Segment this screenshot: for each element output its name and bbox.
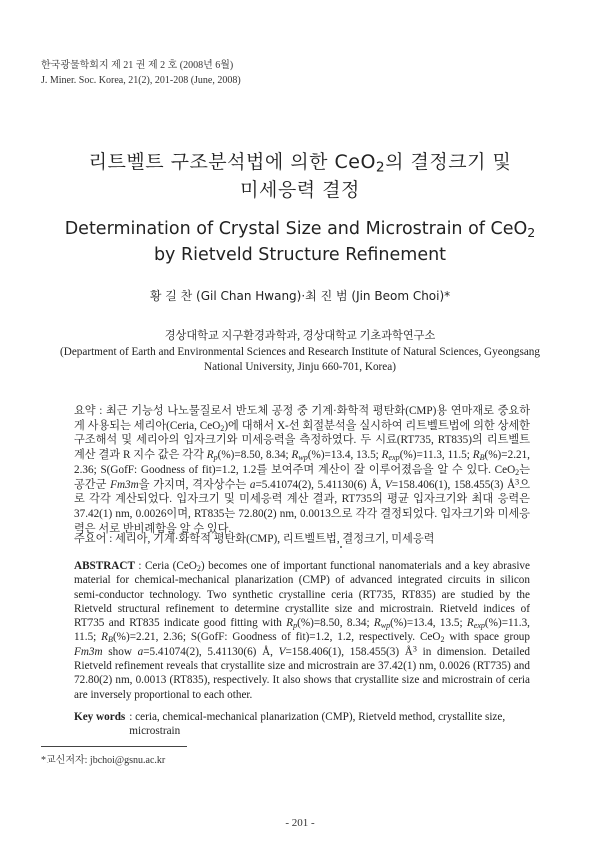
stray-mark [340,546,342,548]
korean-title-line2: 미세응력 결정 [240,179,360,201]
english-title-subscript: 2 [527,225,536,241]
running-head [41,58,241,88]
english-title [0,216,600,268]
english-abstract: ABSTRACT : Ceria (CeO$_2$) becomes one of important functional nanomaterials and a key abrasive material for chemical-mechanical planarization (CMP) of advanced integrated circuits in silicon semi-conductor technology. Two synthetic crystalline ceria (RT735, RT835) are studied by the Rietveld structural refinement to determine crystallite size and microstrain. Rietveld indices of RT735 and RT835 indicate good fitting with $R_p(\%)=8.50$, 8.34; $R_{wp}(\%)=13.4$, 13.5; $R_{exp}(\%)=11.3$, 11.5; $R_B(\%)=2.21$, 2.36; S(GofF: Goodness of fit)=1.2, 1.2, respectively. CeO$_2$ with space group Fm3m show a=5.41074(2), 5.41130(6) Å, V=158.406(1), 158.455(3) $Å^3$ in dimension. Detailed Rietveld refinement reveals that crystallite size and microstrain are 37.42(1) nm, 0.0026 (RT735) and 72.80(2) nm, 0.0013 (RT835), respectively. It also shows that crystallite size and microstrain of ceria are inversely proportional to each other. [74,560,530,701]
affiliation-english: (Department of Earth and Environmental Sciences and Research Institute of Natural Sciences, Gyeongsang National University, Jinju 660-701, Korea) [60,345,540,373]
korean-keywords: 주요어 : 세리아, 기계·화학적 평탄화(CMP), 리트벨트법, 결정크기, 미세응력 [74,533,435,545]
affiliation-korean: 경상대학교 지구환경과학과, 경상대학교 기초과학연구소 [164,330,436,342]
running-head-english: J. Miner. Soc. Korea, 21(2), 201-208 (June, 2008) [41,75,241,86]
keywords-values: : ceria, chemical-mechanical planarization (CMP), Rietveld method, crystallite size, microstrain [129,711,506,738]
korean-title-line1: 리트벨트 구조분석법에 의한 CeO [88,151,376,173]
running-head-korean: 한국광물학회지 제 21 권 제 2 호 (2008년 6월) [41,60,234,71]
english-title-line1: Determination of Crystal Size and Microstrain of CeO [64,219,528,239]
page-number: - 201 - [285,817,315,829]
footnote-divider [41,746,187,747]
korean-title-subscript: 2 [375,159,386,176]
authors: 황 길 찬 (Gil Chan Hwang)·최 진 범 (Jin Beom Choi)* [149,289,451,303]
keywords-label: Key words [74,711,126,723]
korean-title [0,148,600,204]
corresponding-author-footnote: *교신저자: jbchoi@gsnu.ac.kr [41,755,166,766]
english-title-line2: by Rietveld Structure Refinement [153,245,447,265]
korean-title-line1-end: 의 결정크기 및 [385,151,512,173]
affiliation [40,329,560,376]
english-keywords [74,710,530,739]
korean-abstract: 요약 : 최근 기능성 나노물질로서 반도체 공정 중 기계·화학적 평탄화(CMP)용 연마재로 중요하게 사용되는 세리아(Ceria, CeO$_2$)에 대해서 X-선 회절분석을 실시하여 리트벨트법에 의한 상세한 구조해석 및 세리아의 입자크기와 미세응력을 측정하였다. 두 시료(RT735, RT835)의 리트벨트 계산 결과 R 지수 값은 각각 $R_p(\%)=8.50$, 8.34; $R_{wp}(\%)=13.4$, 13.5; $R_{exp}(\%)=11.3$, 11.5; $R_B(\%)=2.21$, 2.36; S(GofF: Goodness of fit)=1.2, 1.2를 보여주며 계산이 잘 이루어졌음을 알 수 있다. CeO$_2$는 공간군 Fm3m을 가지며, 격자상수는 a=5.41074(2), 5.41130(6) Å, V=158.406(1), 158.455(3) $Å^3$으로 각각 계산되었다. 입자크기 및 미세응력 계산 결과, RT735의 평균 입자크기와 최대 응력은 37.42(1) nm, 0.0026이며, RT835는 72.80(2) nm, 0.0013으로 각각 결정되었다. 입자크기와 미세응력은 서로 반비례함을 알 수 있다. [74,405,531,535]
